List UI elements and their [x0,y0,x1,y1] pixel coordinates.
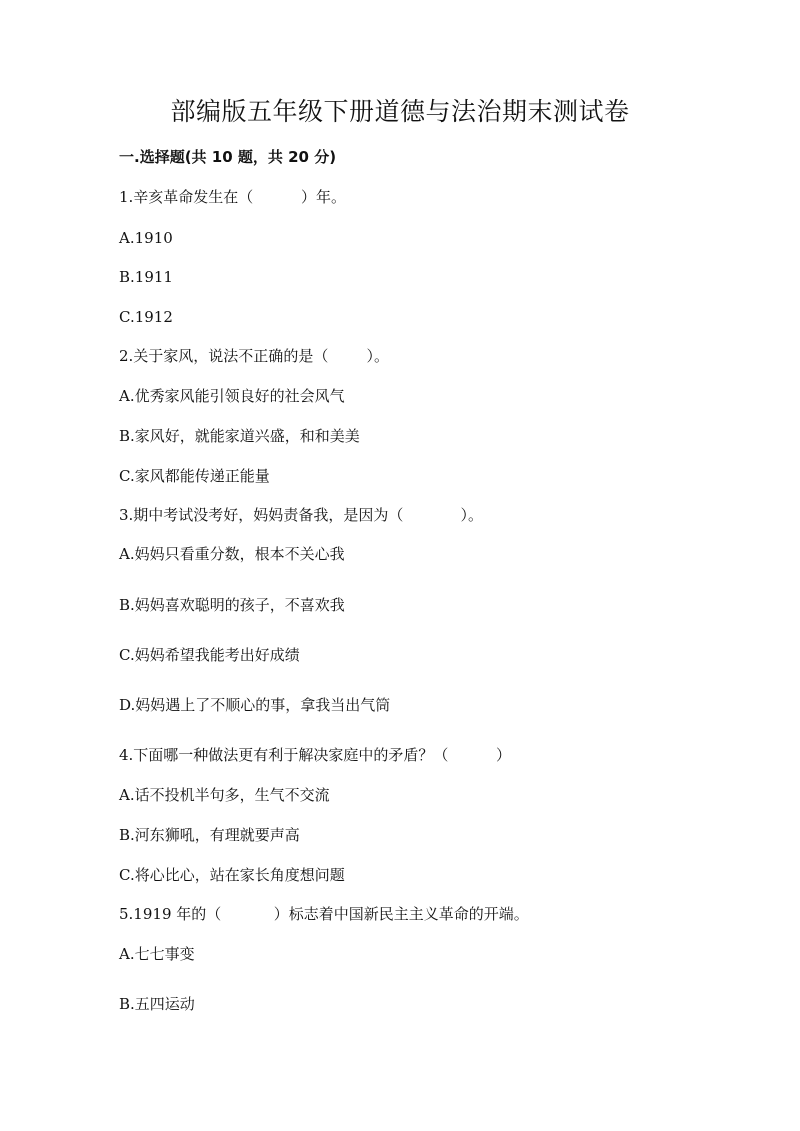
question-1-stem: 1.辛亥革命发生在（ ）年。 [119,188,346,206]
question-4-option-b: B.河东狮吼，有理就要声高 [119,826,300,844]
question-1-option-b: B.1911 [119,268,173,286]
question-4-stem: 4.下面哪一种做法更有利于解决家庭中的矛盾？（ ） [119,746,511,764]
question-3-option-b: B.妈妈喜欢聪明的孩子，不喜欢我 [119,596,345,614]
question-3-option-a: A.妈妈只看重分数，根本不关心我 [119,545,345,563]
question-1-option-a: A.1910 [119,229,173,247]
question-2-stem: 2.关于家风，说法不正确的是（ ）。 [119,347,389,365]
page-title: 部编版五年级下册道德与法治期末测试卷 [170,97,630,126]
question-3-option-c: C.妈妈希望我能考出好成绩 [119,646,300,664]
question-2-option-c: C.家风都能传递正能量 [119,467,270,485]
question-2-option-a: A.优秀家风能引领良好的社会风气 [119,387,345,405]
question-5-stem: 5.1919 年的（ ）标志着中国新民主主义革命的开端。 [119,905,529,923]
section-heading: 一.选择题(共 10 题，共 20 分) [119,148,337,166]
question-5-option-b: B.五四运动 [119,995,195,1013]
question-3-option-d: D.妈妈遇上了不顺心的事，拿我当出气筒 [119,696,391,714]
question-4-option-c: C.将心比心，站在家长角度想问题 [119,866,345,884]
question-4-option-a: A.话不投机半句多，生气不交流 [119,786,330,804]
question-5-option-a: A.七七事变 [119,945,195,963]
question-3-stem: 3.期中考试没考好，妈妈责备我，是因为（ ）。 [119,506,484,524]
question-2-option-b: B.家风好，就能家道兴盛，和和美美 [119,427,360,445]
question-1-option-c: C.1912 [119,308,173,326]
